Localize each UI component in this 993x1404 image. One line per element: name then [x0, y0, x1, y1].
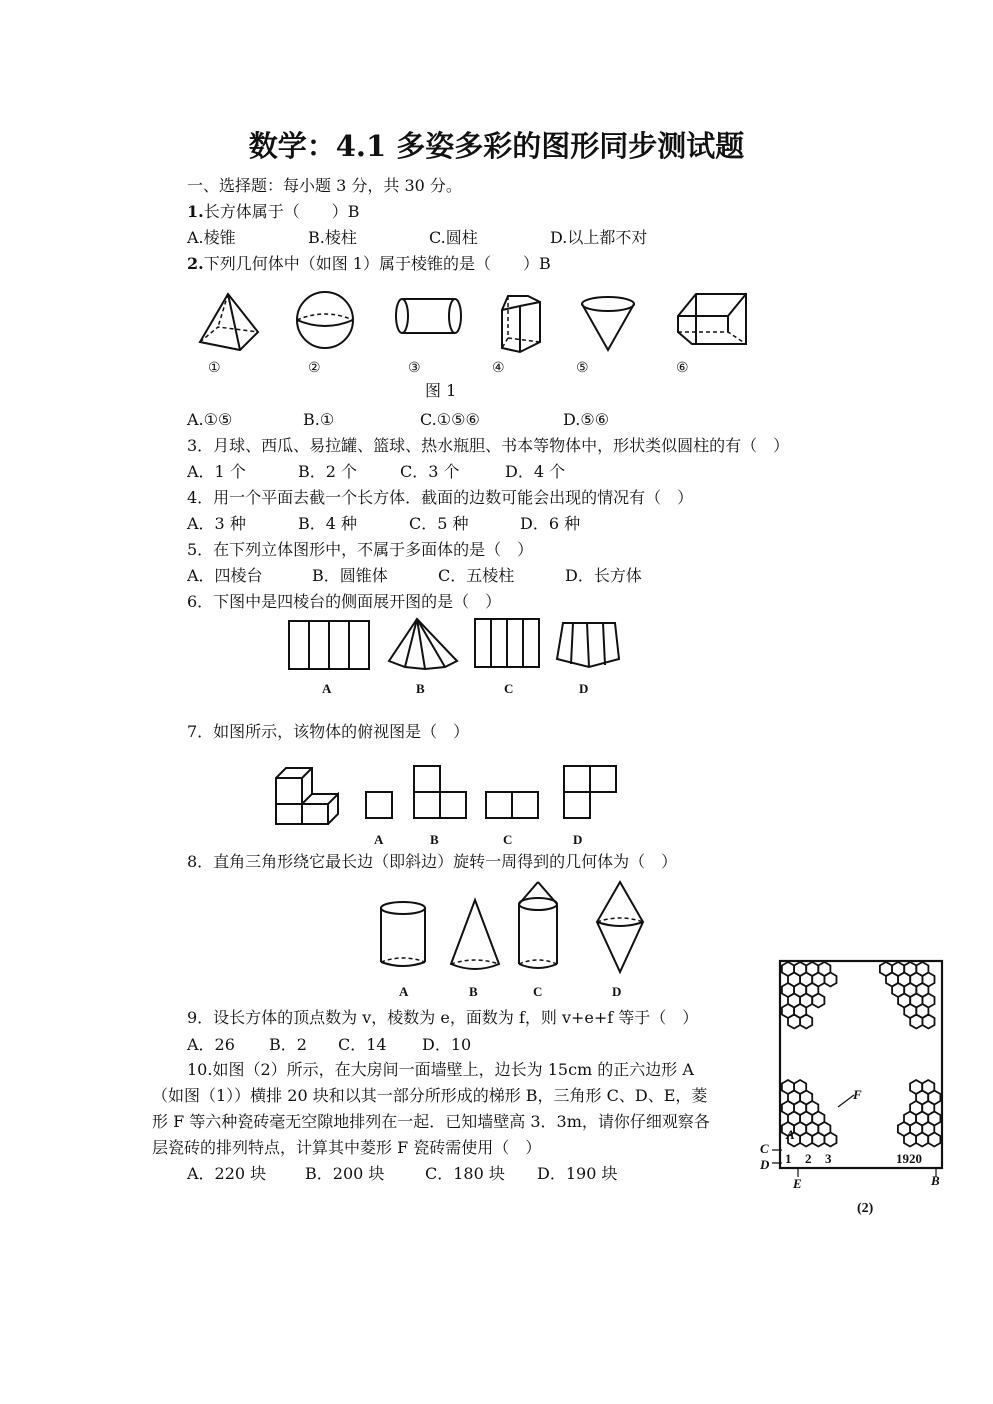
question-1-number: 1.: [187, 202, 204, 221]
q2-option-a: A.①⑤: [187, 410, 233, 429]
q10-option-c: C．180 块: [425, 1164, 505, 1183]
q2-option-b: B.①: [303, 410, 335, 429]
q2-option-c: C.①⑤⑥: [420, 410, 480, 429]
prism-shape: [502, 296, 540, 352]
question-8: 8．直角三角形绕它最长边（即斜边）旋转一周得到的几何体为（ ）: [187, 852, 678, 871]
question-10-line-4: 层瓷砖的排列特点，计算其中菱形 F 瓷砖需使用（ ）: [152, 1138, 542, 1157]
q4-option-a: A．3 种: [187, 514, 246, 533]
question-5: 5．在下列立体图形中，不属于多面体的是（ ）: [187, 540, 534, 559]
figure-1-label-5: ⑤: [576, 360, 589, 376]
question-10-line-3: 形 F 等六种瓷砖毫无空隙地排列在一起．已知墙壁高 3．3m，请你仔细观察各: [152, 1112, 710, 1131]
question-2-number: 2.: [187, 254, 204, 273]
q6-label-c: C: [504, 681, 514, 696]
q9-option-c: C．14: [338, 1035, 387, 1054]
figure-1-caption: 图 1: [425, 381, 457, 400]
wall-label-e: E: [793, 1176, 802, 1191]
q1-option-b: B.棱柱: [308, 228, 357, 247]
wall-label-b: B: [931, 1173, 940, 1188]
q1-option-a: A.棱锥: [187, 228, 236, 247]
q1-option-d: D.以上都不对: [550, 228, 648, 247]
question-10-line-2: （如图（1））横排 20 块和以其一部分所形成的梯形 B，三角形 C、D、E，菱: [152, 1086, 708, 1105]
q3-option-d: D．4 个: [505, 462, 566, 481]
hexagon-tile: [910, 1015, 922, 1029]
wall-number-3: 3: [825, 1151, 832, 1166]
q2-option-d: D.⑤⑥: [563, 410, 610, 429]
q5-option-b: B．圆锥体: [312, 566, 388, 585]
wall-number-1920: 1920: [896, 1151, 922, 1166]
question-3: 3．月球、西瓜、易拉罐、篮球、热水瓶胆、书本等物体中，形状类似圆柱的有（ ）: [187, 436, 790, 455]
q4-option-b: B．4 种: [298, 514, 358, 533]
page-title: 数学：4.1 多姿多彩的图形同步测试题: [248, 129, 745, 163]
q7-label-c: C: [503, 832, 513, 847]
hexagon-tile: [928, 1133, 940, 1147]
figure-1-solids: [190, 280, 760, 360]
q3-option-a: A．1 个: [187, 462, 246, 481]
question-1: [187, 202, 359, 222]
question-1-text: 长方体属于（ ）B: [203, 202, 360, 221]
q6-nets-figure: [285, 615, 625, 675]
hexagon-tile: [812, 994, 824, 1008]
hexagon-tile: [812, 1133, 824, 1147]
q8-label-c: C: [533, 984, 543, 999]
q7-views-figure: [270, 762, 620, 828]
hexagon-tile: [916, 1133, 928, 1147]
q9-option-a: A．26: [187, 1035, 235, 1054]
hexagon-tile: [800, 1015, 812, 1029]
q6-label-b: B: [416, 681, 425, 696]
question-2: [187, 254, 551, 274]
q3-option-b: B．2 个: [298, 462, 358, 481]
q6-label-d: D: [579, 681, 589, 696]
q8-label-a: A: [399, 984, 409, 999]
q4-option-d: D．6 种: [520, 514, 581, 533]
sphere-shape: [297, 292, 353, 348]
q1-option-c: C.圆柱: [429, 228, 478, 247]
figure-1-label-2: ②: [308, 360, 321, 376]
q5-option-c: C．五棱柱: [438, 566, 515, 585]
q5-option-d: D．长方体: [565, 566, 642, 585]
wall-number-1: 1: [785, 1151, 792, 1166]
hexagon-tile: [904, 1133, 916, 1147]
q10-option-b: B．200 块: [305, 1164, 385, 1183]
hexagon-tile: [800, 1133, 812, 1147]
question-10-line-1: 10.如图（2）所示，在大房间一面墙壁上，边长为 15cm 的正六边形 A: [187, 1060, 694, 1079]
q8-label-b: B: [469, 984, 478, 999]
question-4: 4．用一个平面去截一个长方体．截面的边数可能会出现的情况有（ ）: [187, 488, 694, 507]
hexagon-tile: [824, 973, 836, 987]
hexagon-tile: [788, 1015, 800, 1029]
q7-label-d: D: [573, 832, 583, 847]
figure-1-label-3: ③: [408, 360, 421, 376]
cone-shape: [582, 297, 634, 350]
triangular-prism-shape: [678, 294, 746, 344]
q3-option-c: C．3 个: [400, 462, 460, 481]
hexagon-tile: [824, 1133, 836, 1147]
q6-label-a: A: [322, 681, 332, 696]
q7-label-b: B: [430, 832, 439, 847]
q8-solids-figure: [375, 878, 655, 978]
section-heading: 一、选择题：每小题 3 分，共 30 分。: [187, 176, 462, 195]
q10-option-a: A．220 块: [187, 1164, 267, 1183]
q7-label-a: A: [374, 832, 384, 847]
wall-figure-caption: (2): [857, 1201, 874, 1216]
q9-option-b: B．2: [269, 1035, 307, 1054]
question-6: 6．下图中是四棱台的侧面展开图的是（ ）: [187, 592, 502, 611]
question-9: 9．设长方体的顶点数为 v，棱数为 e，面数为 f，则 v+e+f 等于（ ）: [187, 1008, 699, 1027]
hexagon-tile: [922, 1015, 934, 1029]
figure-1-label-6: ⑥: [676, 360, 689, 376]
q10-option-d: D．190 块: [537, 1164, 618, 1183]
q4-option-c: C．5 种: [409, 514, 469, 533]
q9-option-d: D．10: [422, 1035, 472, 1054]
wall-label-a: A: [786, 1127, 795, 1142]
figure-1-label-1: ①: [208, 360, 221, 376]
wall-number-2: 2: [805, 1151, 812, 1166]
q8-label-d: D: [612, 984, 622, 999]
wall-label-c: C: [760, 1141, 769, 1156]
figure-1-label-4: ④: [492, 360, 505, 376]
question-7: 7．如图所示，该物体的俯视图是（ ）: [187, 722, 470, 741]
q5-option-a: A．四棱台: [187, 566, 263, 585]
wall-label-f: F: [853, 1087, 862, 1102]
pyramid-shape: [200, 294, 258, 350]
question-2-text: 下列几何体中（如图 1）属于棱锥的是（ ）B: [203, 254, 551, 273]
wall-label-d: D: [760, 1157, 770, 1172]
cylinder-shape: [396, 299, 461, 333]
